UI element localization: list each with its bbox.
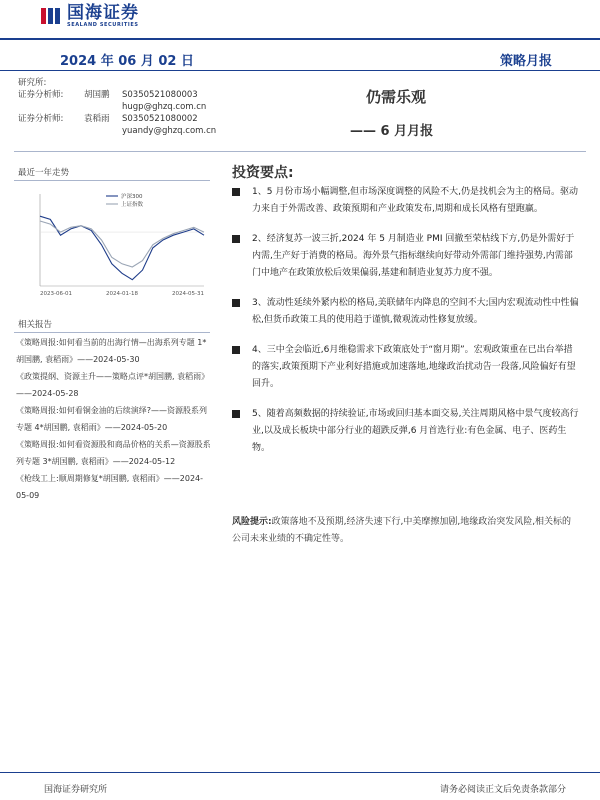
related-divider (14, 332, 210, 333)
series-line-2 (40, 221, 204, 267)
section-divider (14, 151, 586, 152)
sealand-logo-icon (40, 6, 62, 26)
investment-point (232, 342, 580, 393)
investment-point (232, 406, 580, 457)
investment-point-text: 4、三中全会临近,6月维稳需求下政策底处于“窗月期”。宏观政策重在已出台举措的落实,政策预期下产业利好措施或加速落地,地缘政治扰动告一段落,风险偏好有望回升。 (252, 345, 576, 389)
related-report-item[interactable]: 《政策提纲、资源主升——策略点评*胡国鹏, 袁稻雨》——2024-05-28 (16, 372, 210, 398)
analyst-label: 证券分析师: (18, 90, 64, 100)
researcher-label: 研究所: (18, 78, 47, 88)
analyst-name (84, 125, 122, 137)
analyst-name (84, 101, 122, 113)
analyst-email: yuandy@ghzq.com.cn (122, 126, 217, 136)
analyst-id: S0350521080002 (122, 114, 198, 124)
analyst-label (18, 125, 84, 137)
x-tick-label: 2024-01-18 (106, 291, 138, 297)
investment-point-text: 1、5 月份市场小幅调整,但市场深度调整的风险不大,仍是找机会为主的格局。驱动力来自于外需改善、政策预期和产业政策发布,周期和成长风格有望跑赢。 (252, 187, 579, 214)
investment-point-text: 2、经济复苏一波三折,2024 年 5 月制造业 PMI 回撤至荣枯线下方,仍是外需好于内需,生产好于消费的格局。海外景气指标继续向好带动外需部门维持强势,内需部门中地产在政策放松后效果偏弱,基建和制造业复苏力度不强。 (252, 234, 575, 278)
related-report-item[interactable]: 《策略周报:如何看资源股和商品价格的关系—资源股系列专题 3*胡国鹏, 袁稻雨》——2024-05-12 (16, 440, 211, 466)
analyst-label (18, 101, 84, 113)
square-bullet-icon (232, 235, 240, 243)
report-type: 策略月报 (499, 54, 552, 69)
x-tick-label: 2024-05-31 (172, 291, 204, 297)
investment-point-text: 3、流动性延续外紧内松的格局,美联储年内降息的空间不大;国内宏观流动性中性偏松,但货币政策工具的使用趋于谨慎,微观流动性修复放缓。 (252, 298, 579, 325)
square-bullet-icon (232, 410, 240, 418)
related-reports (16, 334, 212, 504)
analyst-row (18, 101, 216, 113)
footer-institute: 国海证券研究所 (44, 785, 108, 795)
related-label: 相关报告 (18, 320, 53, 330)
company-logo (40, 4, 139, 28)
square-bullet-icon (232, 299, 240, 307)
analyst-row (18, 113, 216, 125)
analyst-label: 证券分析师: (18, 114, 64, 124)
legend-label: 上证指数 (121, 202, 144, 208)
report-title: 仍需乐观 (366, 88, 427, 106)
report-date: 2024 年 06 月 02 日 (60, 54, 194, 69)
analyst-name: 胡国鹏 (84, 90, 110, 100)
analyst-email: hugp@ghzq.com.cn (122, 102, 207, 112)
logo-cn-text: 国海证券 (67, 3, 139, 23)
logo-en-text: SEALAND SECURITIES (67, 22, 139, 28)
investment-points-title: 投资要点: (232, 165, 294, 181)
square-bullet-icon (232, 188, 240, 196)
analyst-block (18, 77, 216, 137)
investment-point-text: 5、随着高频数据的持续验证,市场或回归基本面交易,关注周期风格中景气度较高行业,以及成长板块中部分行业的超跌反弹,6 月首选行业:有色金属、电子、医药生物。 (252, 409, 579, 453)
investment-points (232, 184, 580, 470)
series-line-1 (40, 216, 204, 280)
analyst-row (18, 89, 216, 101)
trend-chart (14, 186, 210, 302)
analyst-row (18, 125, 216, 137)
analyst-name: 袁稻雨 (84, 114, 110, 124)
square-bullet-icon (232, 346, 240, 354)
trend-label: 最近一年走势 (18, 168, 70, 178)
investment-point (232, 295, 580, 329)
risk-warning (232, 514, 580, 548)
trend-divider (14, 180, 210, 181)
related-report-item[interactable]: 《策略周报:如何看当前的出海行情—出海系列专题 1*胡国鹏, 袁稻雨》——2024-05-30 (16, 338, 207, 364)
footer-divider (0, 772, 600, 773)
x-tick-label: 2023-06-01 (40, 291, 72, 297)
investment-point (232, 231, 580, 282)
legend-label: 沪深300 (121, 194, 143, 200)
analyst-id: S0350521080003 (122, 90, 198, 100)
report-subtitle: —— 6 月月报 (350, 124, 434, 139)
header-bar (0, 38, 600, 40)
footer-disclaimer: 请务必阅读正文后免责条款部分 (439, 785, 566, 795)
related-report-item[interactable]: 《枪线工上:顺周期修复*胡国鹏, 袁稻雨》——2024-05-09 (16, 474, 204, 500)
related-report-item[interactable]: 《策略周报:如何看铜金油的后续演绎?——资源股系列专题 4*胡国鹏, 袁稻雨》——2024-05-20 (16, 406, 207, 432)
investment-point (232, 184, 580, 218)
researcher-row (18, 77, 216, 89)
risk-label: 风险提示: (232, 517, 272, 527)
risk-text: 政策落地不及预期,经济失速下行,中美摩擦加剧,地缘政治突发风险,相关标的公司未来业绩的不确定性等。 (232, 517, 572, 544)
header-divider (0, 70, 600, 71)
